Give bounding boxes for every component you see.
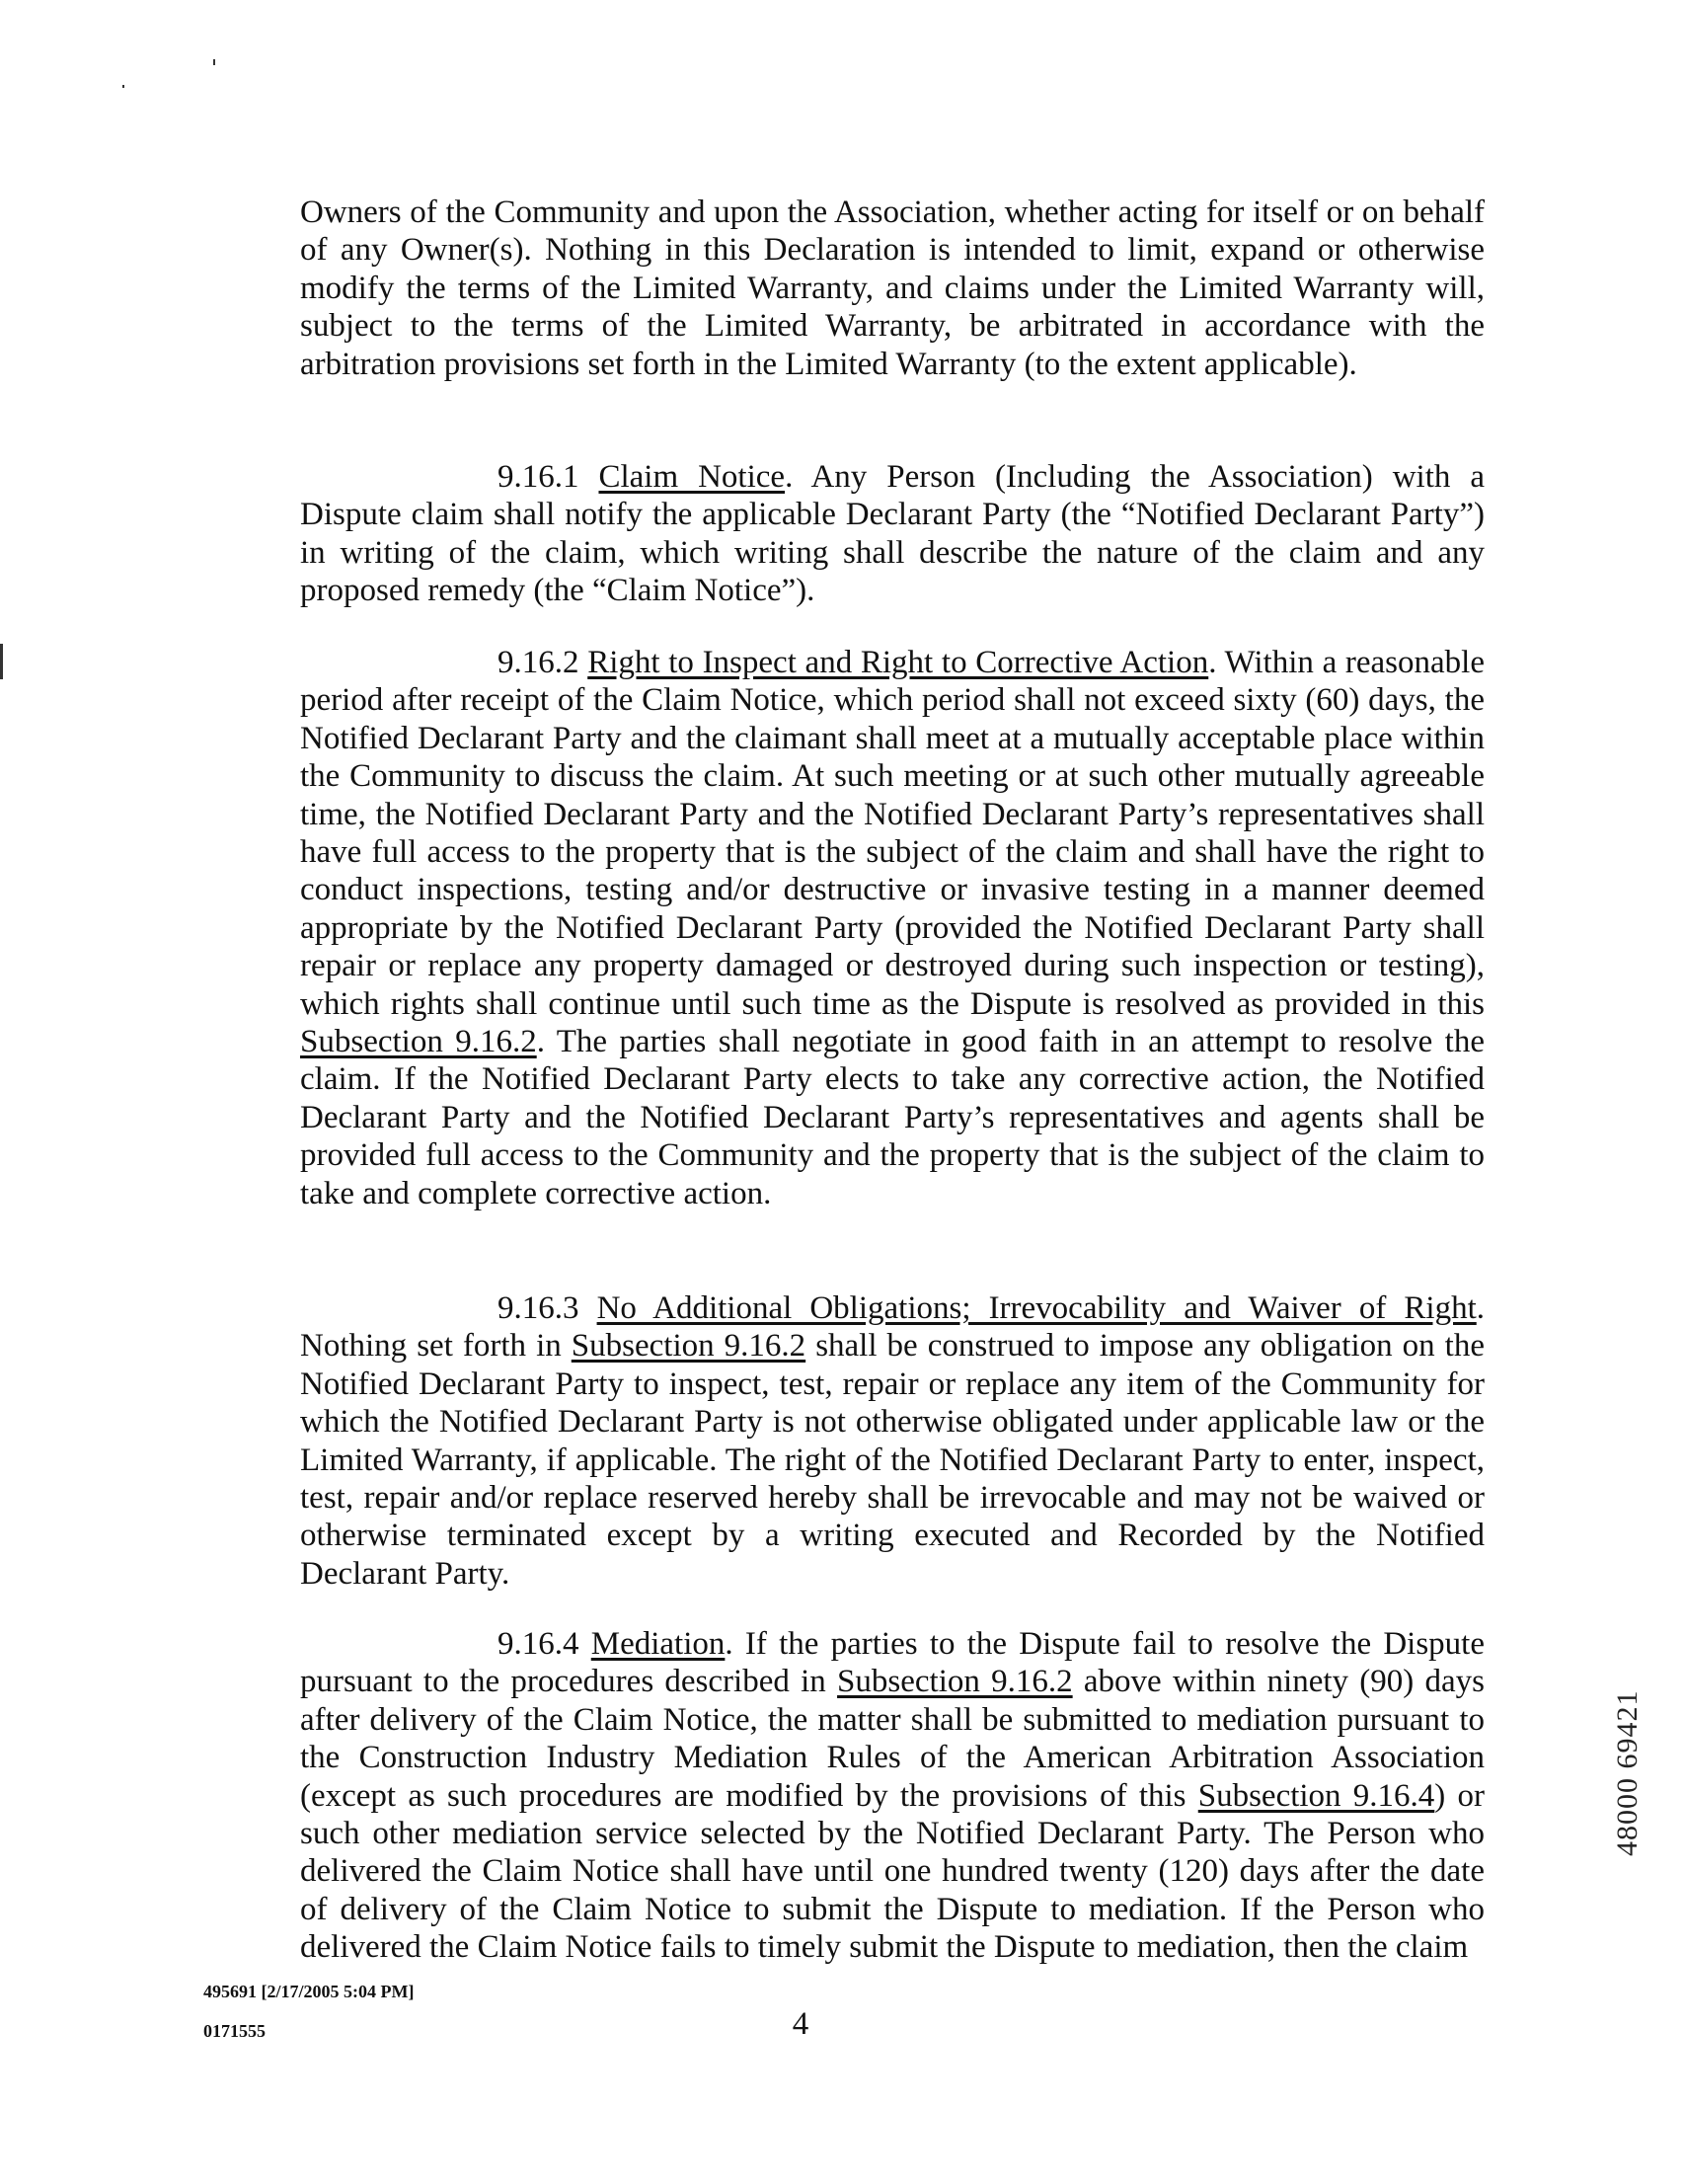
subsection-reference: Subsection 9.16.4 [1197, 1777, 1435, 1814]
section-heading: No Additional Obligations; Irrevocability and Waiver of Right [596, 1290, 1477, 1326]
document-reference: 495691 [2/17/2005 5:04 PM] [203, 1982, 415, 2001]
subsection-reference: Subsection 9.16.2 [837, 1664, 1073, 1700]
section-9-16-4 [300, 1625, 1485, 1967]
section-body: ) or such other mediation service selected by the Notified Declarant Party. The Person who delivered the Claim Notice shall have until one hundred twenty (120) days after the date of delivery of the Claim Notice to submit the Dispute to mediation. If the Person who delivered the Claim Notice fails to timely submit the Dispute to mediation, then the claim [300, 1777, 1486, 1966]
subsection-reference: Subsection 9.16.2 [571, 1328, 806, 1365]
section-body: . Within a reasonable period after receipt of the Claim Notice, which period shall not exceed sixty (60) days, the Notified Declarant Party and the claimant shall meet at a mutually acceptable place within the Community to discuss the claim. At such meeting or at such other mutually agreeable time, the Notified Declarant Party and the Notified Declarant Party’s representatives shall have full access to the property that is the subject of the claim and shall have the right to conduct inspections, testing and/or destructive or invasive testing in a manner deemed appropriate by the Notified Declarant Party (provided the Notified Declarant Party shall repair or replace any property damaged or destroyed during such inspection or testing), which rights shall continue until such time as the Dispute is resolved as provided in this [300, 645, 1485, 1022]
section-9-16-2 [300, 644, 1485, 1212]
section-number: 9.16.1 [498, 459, 579, 495]
scan-speck [213, 59, 215, 65]
section-body: . The parties shall negotiate in good faith in an attempt to resolve the claim. If the Notified Declarant Party elects to take any corrective action, the Notified Declarant Party and the Notified Declarant Party’s representatives and agents shall be provided full access to the Community and the property that is the subject of the claim to take and complete corrective action. [300, 1024, 1485, 1211]
recording-stamp-text: 48000 69421 [1611, 1689, 1644, 1856]
section-9-16-1 [300, 458, 1485, 610]
section-9-16-3 [300, 1289, 1485, 1593]
section-body: . If the parties to the Dispute fail to resolve the Dispute pursuant to the procedures described in [300, 1626, 1485, 1700]
section-body: . Nothing set forth in [300, 1290, 1485, 1365]
section-heading: Right to Inspect and Right to Corrective Action [587, 645, 1209, 680]
paragraph-intro [300, 194, 1485, 383]
section-heading: Claim Notice [598, 459, 786, 495]
page-number: 4 [792, 2006, 809, 2042]
scan-edge-mark [0, 644, 3, 679]
section-number: 9.16.2 [498, 645, 579, 680]
paragraph-intro-text: Owners of the Community and upon the Association, whether acting for itself or on behalf of any Owner(s). Nothing in this Declaration is intended to limit, expand or otherwise modify the terms of the Limited Warranty, and claims under the Limited Warranty will, subject to the terms of the Limited Warranty, be arbitrated in accordance with the arbitration provisions set forth in the Limited Warranty (to the extent applicable). [300, 195, 1485, 382]
section-heading: Mediation [590, 1626, 726, 1662]
file-number: 0171555 [203, 2021, 266, 2041]
section-number: 9.16.3 [498, 1290, 579, 1326]
subsection-reference: Subsection 9.16.2 [300, 1024, 537, 1060]
scan-speck [122, 85, 124, 88]
section-body: . Any Person (Including the Association) with a Dispute claim shall notify the applicable Declarant Party (the “Notified Declarant Party”) in writing of the claim, which writing shall describe the nature of the claim and any proposed remedy (the “Claim Notice”). [300, 459, 1485, 609]
section-number: 9.16.4 [498, 1626, 579, 1662]
section-body: above within ninety (90) days after delivery of the Claim Notice, the matter shall be submitted to mediation pursuant to the Construction Industry Mediation Rules of the American Arbitration Association (except as such procedures are modified by the provisions of this [300, 1664, 1485, 1814]
section-body: shall be construed to impose any obligation on the Notified Declarant Party to inspect, test, repair or replace any item of the Community for which the Notified Declarant Party is not otherwise obligated under applicable law or the Limited Warranty, if applicable. The right of the Notified Declarant Party to enter, inspect, test, repair and/or replace reserved hereby shall be irrevocable and may not be waived or otherwise terminated except by a writing executed and Recorded by the Notified Declarant Party. [300, 1328, 1486, 1592]
